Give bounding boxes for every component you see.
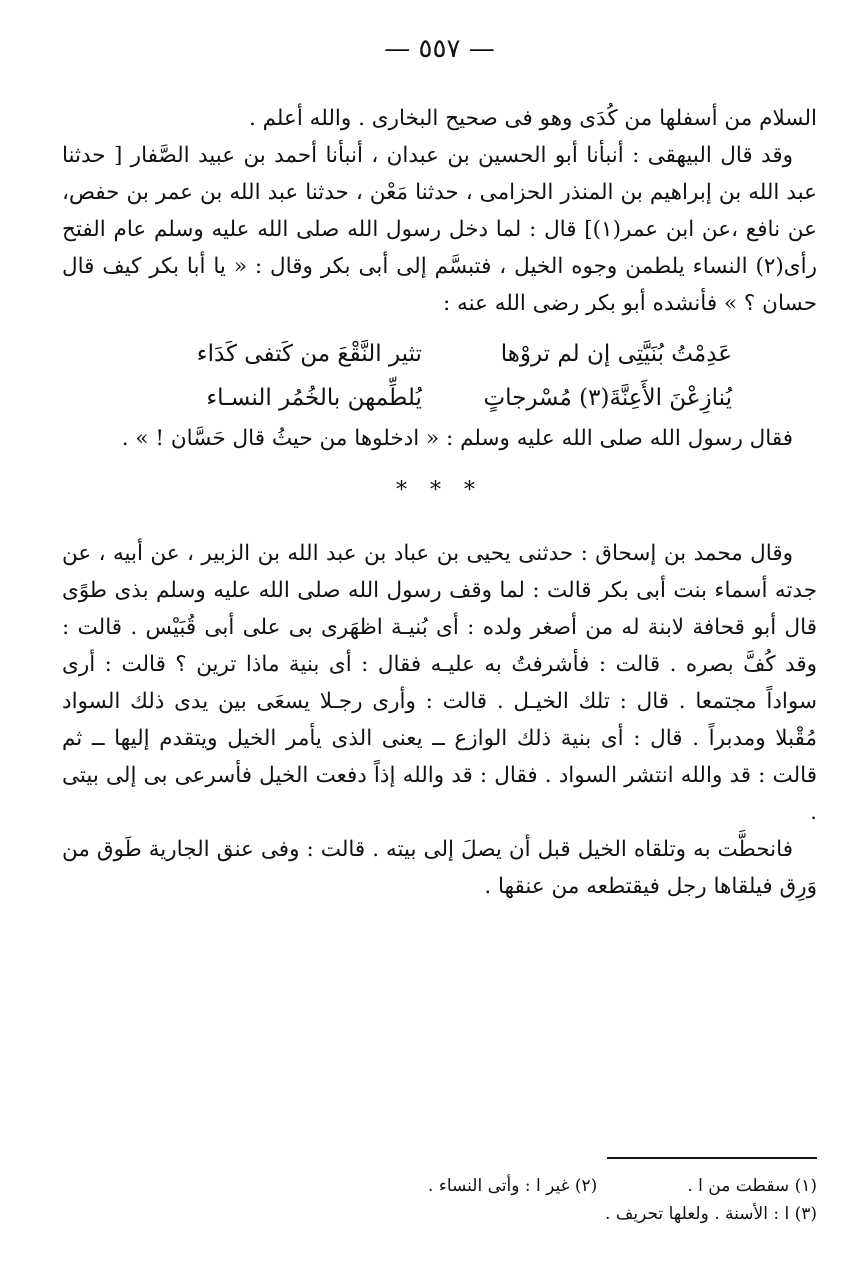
verse-2-first-hemistich: يُنازِعْنَ الأَعِنَّةَ(٣) مُسْرجاتٍ <box>483 385 732 411</box>
poem <box>147 332 732 420</box>
paragraph-2: وقد قال البيهقى : أنبأنا أبو الحسين بن عبدان ، أنبأنا أحمد بن عبيد الصَّفار [ حدثنا عبد الله بن إبراهيم بن المنذر الحزامى ، حدثنا مَعْن ، حدثنا عبد الله بن عمر بن حفص، عن نافع ،عن ابن عمر(١)] قال : لما دخل رسول الله صلى الله عليه وسلم عام الفتح رأى(٢) النساء يلطمن وجوه الخيل ، فتبسَّم إلى أبى بكر وقال : « يا أبا بكر كيف قال حسان ؟ » فأنشده أبو بكر رضى الله عنه : <box>62 143 817 316</box>
main-text <box>62 100 817 905</box>
footnotes <box>62 1172 817 1228</box>
footnote-row-2 <box>62 1200 817 1228</box>
after-poem-line: فقال رسول الله صلى الله عليه وسلم : « ادخلوها من حيثُ قال حَسَّان ! » . <box>121 426 793 451</box>
verse-1-first-hemistich: عَدِمْتُ بُنَيَّتِى إن لم تروْها <box>500 341 732 367</box>
footnote-3: (٣) ا : الأسنة . ولعلها تحريف . <box>604 1204 817 1224</box>
footnote-row-1 <box>62 1172 817 1200</box>
verse-2-second-hemistich: يُلطِّمهن بالخُمُر النسـاء <box>206 385 422 411</box>
verse-1-second-hemistich: تثير النَّقْعَ من كَتفى كَدَاء <box>196 341 422 367</box>
footnote-2: (٢) غير ا : وأتى النساء . <box>428 1176 598 1196</box>
section-separator: * * * <box>396 478 483 503</box>
paragraph-1: السلام من أسفلها من كُدَى وهو فى صحيح البخارى . والله أعلم . <box>248 106 817 131</box>
book-page <box>62 30 817 1260</box>
poem-verse-1 <box>147 332 732 376</box>
footnote-1: (١) سقطت من ا . <box>687 1176 817 1196</box>
paragraph-3: وقال محمد بن إسحاق : حدثنى يحيى بن عباد بن عبد الله بن الزبير ، عن أبيه ، عن جدته أسماء بنت أبى بكر قالت : لما وقف رسول الله صلى الله عليه وسلم بذى طوًى قال أبو قحافة لابنة له من أصغر ولده : أى بُنيـة اظهَرى بى على أبى قُبَيْس . قالت : وقد كُفَّ بصره . قالت : فأشرفتُ به عليـه فقال : أى بنية ماذا ترين ؟ قالت : أرى سواداً مجتمعا . قال : تلك الخيـل . قالت : وأرى رجـلا يسعَى بين يدى ذلك السواد مُقْبلا ومدبراً . قال : أى بنية ذلك الوازع ــ يعنى الذى يأمر الخيل ويتقدم إليها ــ ثم قالت : قد والله انتشر السواد . فقال : قد والله إذاً دفعت الخيل فأسرعى بى إلى بيتى . <box>62 541 817 825</box>
footnote-divider <box>607 1157 817 1159</box>
poem-verse-2 <box>147 376 732 420</box>
paragraph-4: فانحطَّت به وتلقاه الخيل قبل أن يصلَ إلى بيته . قالت : وفى عنق الجارية طَوق من وَرِق فيلقاها رجل فيقتطعه من عنقها . <box>62 837 817 899</box>
page-number: — ٥٥٧ — <box>384 34 495 64</box>
